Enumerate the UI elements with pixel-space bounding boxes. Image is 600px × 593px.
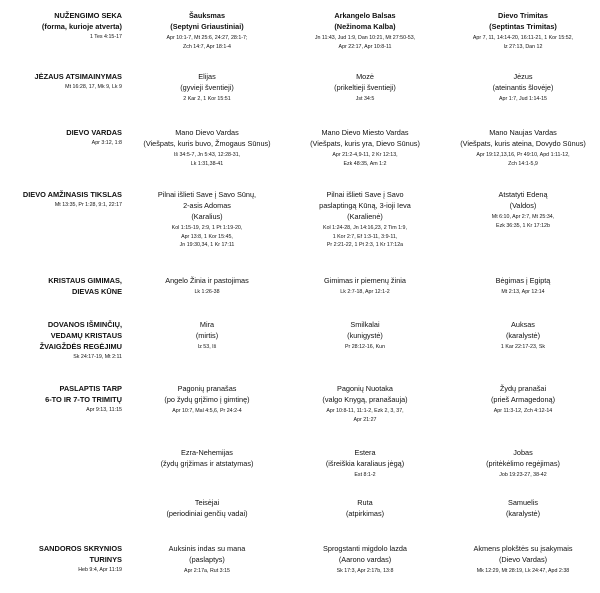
row-header-refs: 1 Tes 4:15-17 [89, 34, 122, 40]
row-header-refs: Heb 9:4, Apr 11:19 [78, 567, 122, 573]
cell-name: Jėzus (ateinantis šlovėje) [492, 72, 554, 92]
row-header [4, 275, 122, 297]
table-cell [290, 497, 440, 519]
cell-name: Elijas (gyvieji šventieji) [180, 72, 234, 92]
row-header [4, 543, 122, 575]
row-header [4, 319, 122, 362]
cell-refs: Lk 1:26-38 [194, 289, 220, 295]
row-header [4, 189, 122, 210]
table-cell [448, 189, 598, 230]
cell-refs: Apr 7, 11, 14:14-20, 16:11-21, 1 Kor 15:52, Iz 27:13, Dan 12 [472, 35, 574, 50]
cell-name: Akmens plokštės su įsakymais (Dievo Vardas) [473, 544, 573, 564]
table-cell [290, 10, 440, 51]
row-header-refs: Sk 24:17-19, Mt 2:11 [73, 354, 122, 360]
cell-name: Auksinis indas su mana (paslaptys) [168, 544, 246, 564]
cell-name: Mano Dievo Vardas (Viešpats, kuris buvo, Žmogaus Sūnus) [143, 128, 271, 148]
table-cell [290, 447, 440, 480]
cell-name: Mano Naujas Vardas (Viešpats, kuris ateina, Dovydo Sūnus) [460, 128, 586, 148]
cell-name: Mira (mirtis) [195, 320, 219, 340]
cell-name: Žydų pranašai (prieš Armagedoną) [490, 384, 556, 404]
cell-name: Angelo Žinia ir pastojimas [165, 276, 249, 285]
cell-name: Sprogstanti migdolo lazda (Aarono vardas) [323, 544, 407, 564]
cell-name: Ezra-Nehemijas (žydų grįžimas ir atstatymas) [160, 448, 254, 468]
cell-refs: Jn 11:43, Jud 1:9, Dan 10:21, Mt 27:50-53, Apr 22:17, Apr 10:8-11 [314, 35, 416, 50]
cell-refs: Apr 2:17a, Rut 3:15 [184, 568, 230, 574]
cell-name: Bėgimas į Egiptą [495, 276, 551, 285]
cell-refs: Mk 12:29, Mt 28:19, Lk 24:47, Apd 2:38 [476, 568, 570, 574]
cell-name: Šauksmas (Septyni Griaustiniai) [170, 11, 244, 31]
table-cell [290, 319, 440, 352]
cell-name: Mozė (prikeltieji šventieji) [334, 72, 396, 92]
cell-name: Estera (išreiškia karaliaus jėgą) [325, 448, 405, 468]
row-header-title: JĖZAUS ATSIMAINYMAS [34, 72, 122, 81]
cell-refs: Apr 10:1-7, Mt 25:6, 24:27, 28:1-7; Zch 14:7, Apr 18:1-4 [166, 35, 248, 50]
table-cell [290, 383, 440, 424]
row-header-title: DIEVO AMŽINASIS TIKSLAS [22, 190, 122, 199]
cell-name: Atstatyti Edeną (Valdos) [498, 190, 548, 210]
table-cell [448, 543, 598, 576]
table-cell [132, 497, 282, 519]
cell-refs: Apr 10:8-11, 11:1-2, Ezk 2, 3, 37, Apr 21:27 [326, 408, 404, 423]
cell-refs: Kol 1:15-19, 2:9, 1 Pt 1:19-20, Apr 13:8, 1 Kor 15:45, Jn 19:30,34, 1 Kr 17:11 [171, 225, 243, 248]
table-cell [290, 189, 440, 250]
cell-name: Samuelis (karalystė) [505, 498, 541, 518]
row-header-refs: Apr 3:12, 1:8 [91, 140, 122, 146]
cell-name: Arkangelo Balsas (Nežinoma Kalba) [334, 11, 396, 31]
cell-refs: Jst 34:5 [355, 96, 375, 102]
table-cell [448, 319, 598, 352]
row-header [4, 10, 122, 42]
table-cell [132, 319, 282, 352]
cell-name: Gimimas ir piemenų žinia [324, 276, 406, 285]
row-header-title: DIEVO VARDAS [66, 128, 122, 137]
cell-name: Jobas (pritėkėlimo regėjimas) [486, 448, 560, 468]
cell-name: Pilnai išlieti Save į Savo paslaptingą Kūną, 3-ioji Ieva (Karalienė) [319, 190, 411, 221]
cell-refs: Iz 53, Iš [197, 344, 217, 350]
cell-name: Ruta (atpirkimas) [345, 498, 385, 518]
table-cell [132, 189, 282, 250]
row-header [4, 383, 122, 415]
cell-name: Auksas (karalystė) [505, 320, 541, 340]
cell-refs: Kol 1:24-28, Jn 14:16,23, 2 Tim 1:9, 1 Kor 2:7, Ef 1:3-11, 3:9-11, Pr 2:21-22, 1 Pt 2:3, 1 Kr 17:12a [323, 225, 407, 248]
cell-refs: Iš 34:5-7, Jn 5:43, 12:28-31, Lk 1:31,38-41 [173, 152, 241, 167]
cell-refs: Apr 21:2-4,9-11, 2 Kr 12:13, Ezk 48:35, Am 1:2 [332, 152, 398, 167]
table-cell [290, 71, 440, 104]
row-header [4, 127, 122, 148]
table-cell [448, 497, 598, 519]
row-header-refs: Apr 9:13, 11:15 [86, 407, 122, 413]
cell-refs: Mt 2:13, Apr 12:14 [501, 289, 545, 295]
table-cell [132, 543, 282, 576]
cell-refs: Lk 2:7-18, Apr 12:1-2 [340, 289, 390, 295]
table-cell [132, 383, 282, 416]
table-cell [132, 127, 282, 168]
table-cell [448, 447, 598, 480]
table-cell [290, 543, 440, 576]
cell-refs: Mt 6:10, Apr 2:7, Mt 25:34, Ezk 36:35, 1 Kr 17:12b [491, 214, 555, 229]
cell-refs: Apr 1:7, Jud 1:14-15 [499, 96, 547, 102]
cell-refs: Apr 19:12,13,16, Pr 49:10, Apd 1:11-12, Zch 14:1-5,9 [476, 152, 570, 167]
cell-refs: Apr 10:7, Mal 4:5,6, Pr 24:2-4 [172, 408, 242, 414]
table-cell [290, 127, 440, 168]
row-header-title: PASLAPTIS TARP 6-TO IR 7-TO TRIMITŲ [45, 384, 122, 404]
cell-refs: Job 19:23-27, 38-42 [499, 472, 547, 478]
table-cell [132, 447, 282, 469]
table-cell [132, 275, 282, 297]
row-header-title: KRISTAUS GIMIMAS, DIEVAS KŪNE [48, 276, 122, 296]
row-header-refs: Mt 16:28, 17, Mk 9, Lk 9 [65, 84, 122, 90]
cell-refs: 2 Kar 2, 1 Kor 15:51 [183, 96, 231, 102]
table-cell [132, 10, 282, 51]
cell-name: Pagonių Nuotaka (valgo Knygą, pranašauja) [322, 384, 408, 404]
cell-name: Mano Dievo Miesto Vardas (Viešpats, kuris yra, Dievo Sūnus) [310, 128, 420, 148]
cell-refs: 1 Kar 22:17-23, Sk [500, 344, 546, 350]
cell-refs: Apr 11:3-12, Zch 4:12-14 [493, 408, 553, 414]
table-cell [448, 10, 598, 51]
cell-refs: Sk 17:3, Apr 2:17b, 13:8 [336, 568, 394, 574]
row-header-title: NUŽENGIMO SEKA (forma, kurioje atverta) [41, 11, 122, 31]
cell-refs: Est 8:1-2 [354, 472, 376, 478]
cell-name: Pagonių pranašas (po žydų grįžimo į gimtinę) [164, 384, 250, 404]
cell-name: Teisėjai (periodiniai genčių vadai) [166, 498, 248, 518]
cell-refs: Pr 28:12-16, Kun [344, 344, 386, 350]
cell-name: Dievo Trimitas (Septintas Trimitas) [489, 11, 557, 31]
row-header-title: SANDOROS SKRYNIOS TURINYS [38, 544, 122, 564]
table-cell [448, 383, 598, 416]
table-cell [132, 71, 282, 104]
table-cell [448, 275, 598, 297]
table-cell [448, 71, 598, 104]
row-header-refs: Mt 13:35, Pr 1:28, 9:1, 22:17 [54, 202, 122, 208]
cell-name: Pilnai išlieti Save į Savo Sūnų, 2-asis Adomas (Karalius) [157, 190, 257, 221]
row-header [4, 71, 122, 92]
row-header-title: DOVANOS IŠMINČIŲ, VEDAMŲ KRISTAUS ŽVAIGŽDĖS REGĖJIMU [39, 320, 122, 351]
table-cell [448, 127, 598, 168]
table-cell [290, 275, 440, 297]
cell-name: Smilkalai (kunigystė) [347, 320, 383, 340]
